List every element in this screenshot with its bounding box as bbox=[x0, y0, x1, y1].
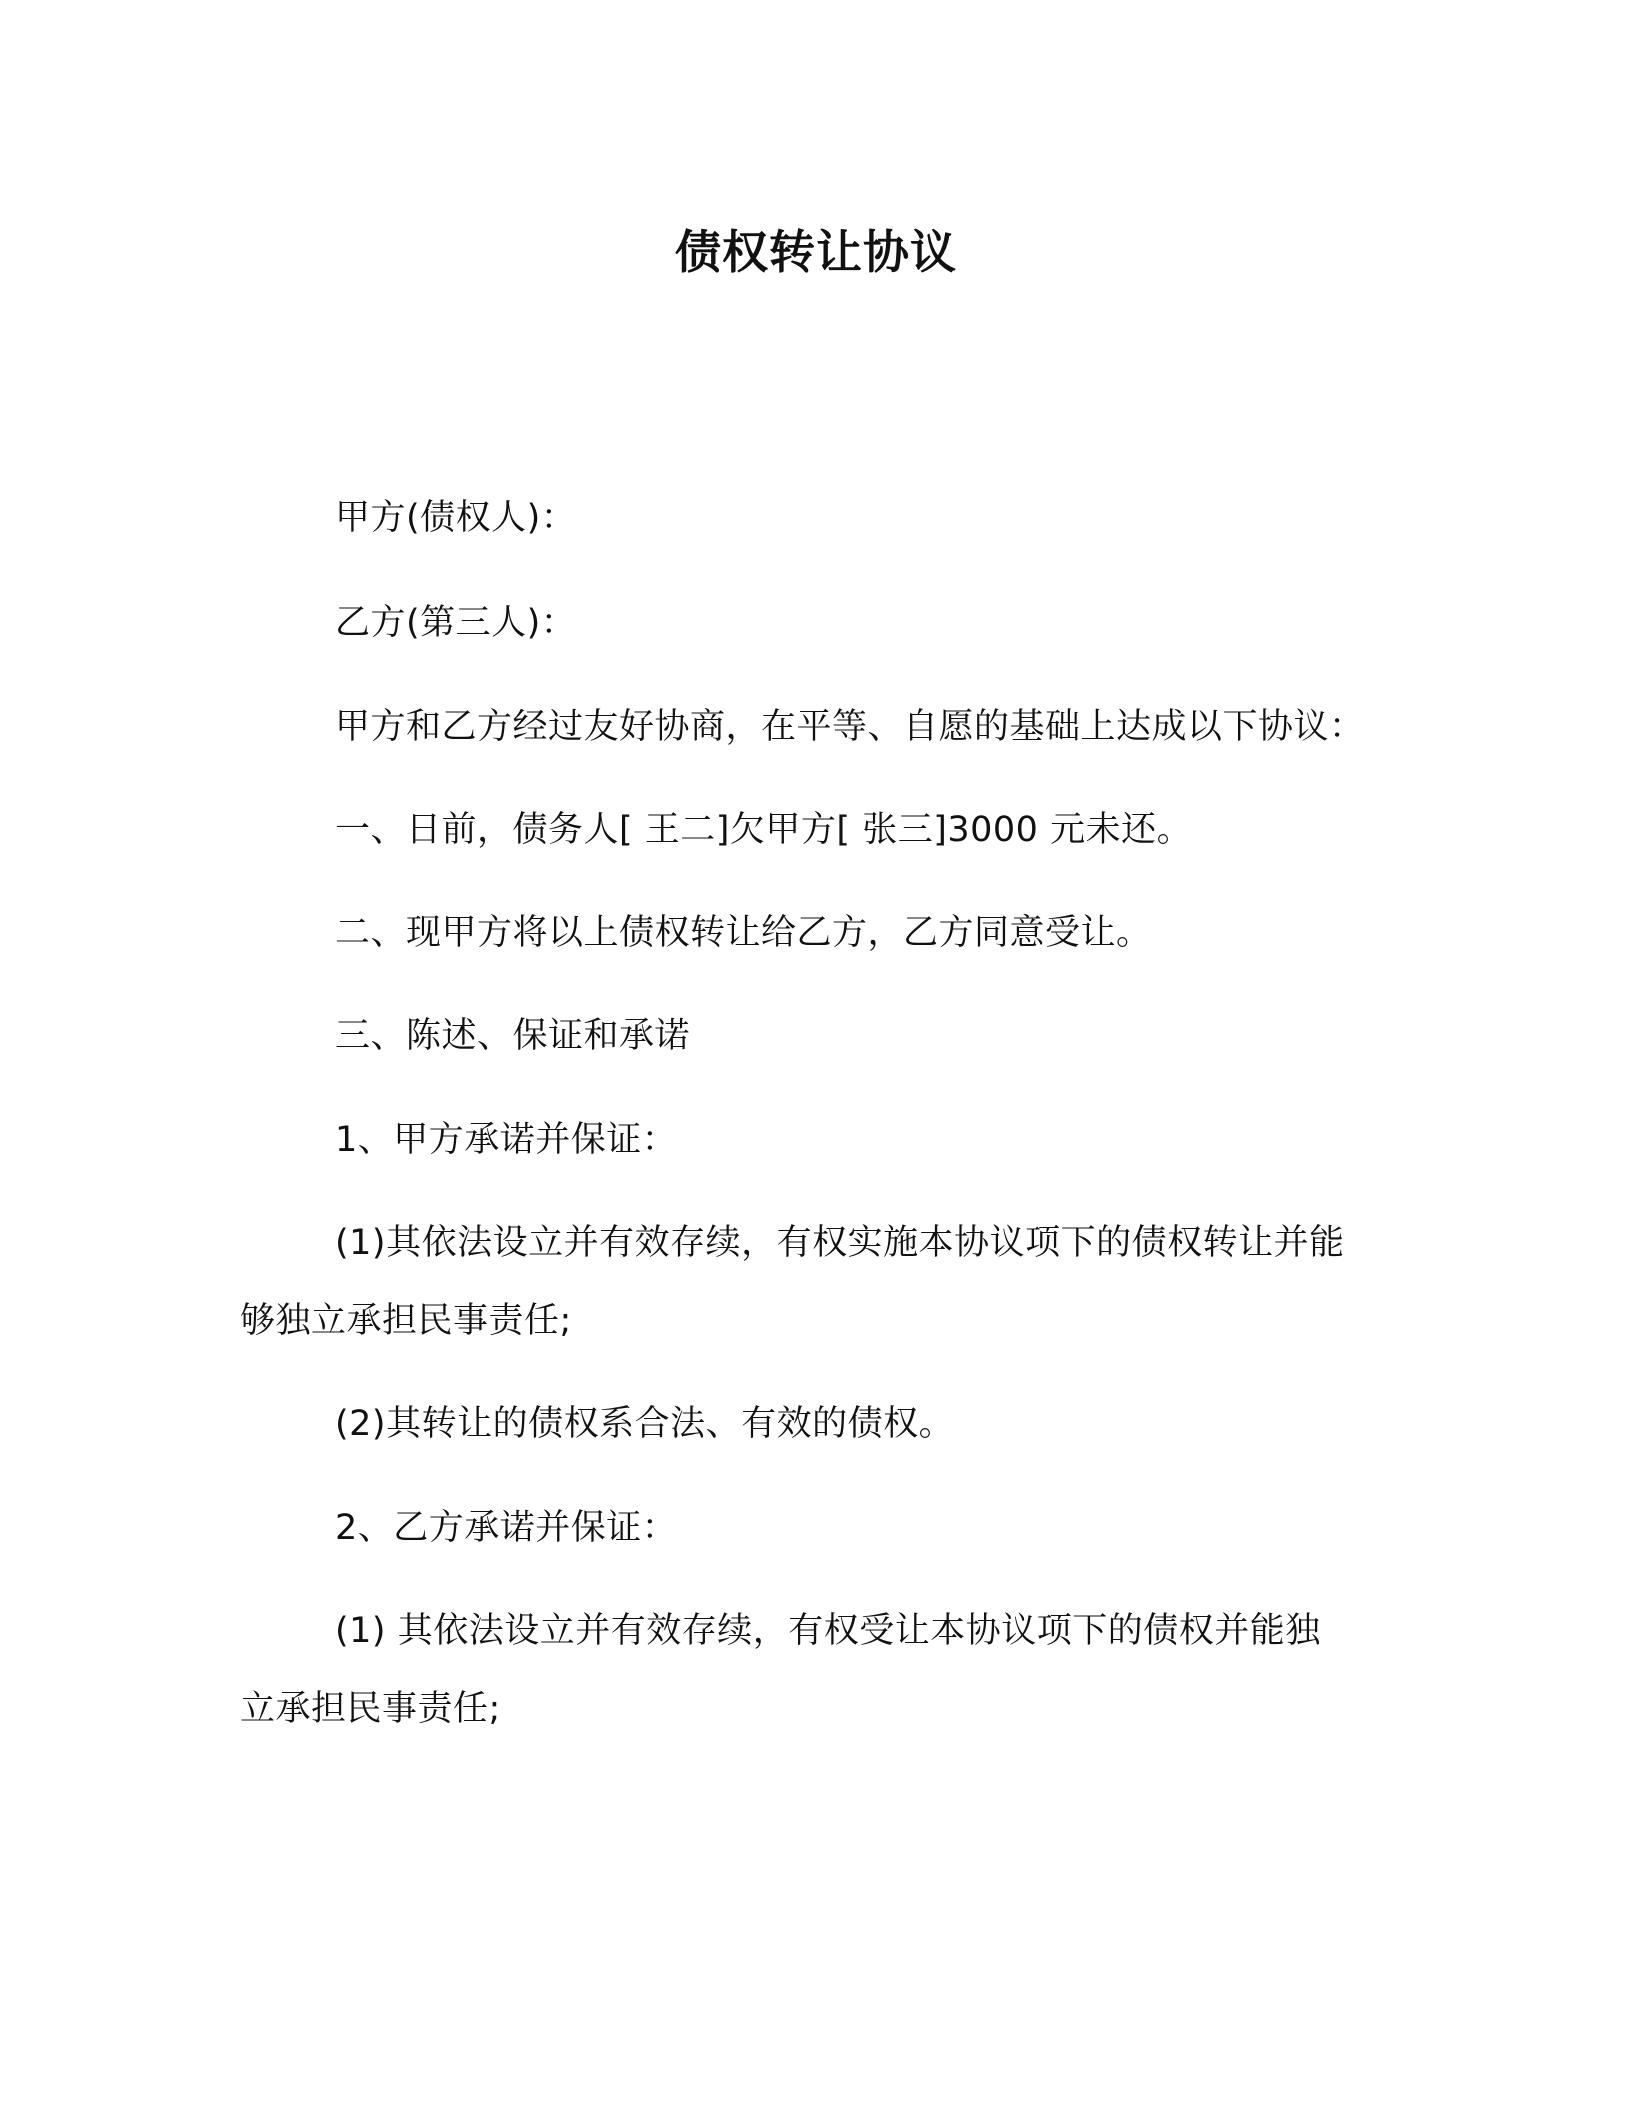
document-title: 债权转让协议 bbox=[675, 225, 957, 279]
party-a-commitment-heading: 1、甲方承诺并保证： bbox=[335, 1120, 678, 1160]
party-b-item-1: (1) 其依法设立并有效存续，有权受让本协议项下的债权并能独 bbox=[335, 1611, 1321, 1651]
party-b-item-1-continued: 立承担民事责任; bbox=[240, 1689, 501, 1729]
party-a-item-1-continued: 够独立承担民事责任; bbox=[240, 1301, 572, 1341]
agreement-intro: 甲方和乙方经过友好协商，在平等、自愿的基础上达成以下协议： bbox=[335, 707, 1365, 747]
party-b-line: 乙方(第三人)： bbox=[335, 603, 577, 643]
clause-three-heading: 三、陈述、保证和承诺 bbox=[335, 1016, 691, 1056]
party-b-commitment-heading: 2、乙方承诺并保证： bbox=[335, 1508, 678, 1548]
clause-one: 一、日前，债务人[ 王二]欠甲方[ 张三]3000 元未还。 bbox=[335, 810, 1193, 850]
party-a-item-2: (2)其转让的债权系合法、有效的债权。 bbox=[335, 1404, 955, 1444]
party-a-line: 甲方(债权人)： bbox=[335, 498, 577, 538]
clause-two: 二、现甲方将以上债权转让给乙方，乙方同意受让。 bbox=[335, 913, 1152, 953]
party-a-item-1: (1)其依法设立并有效存续，有权实施本协议项下的债权转让并能 bbox=[335, 1223, 1345, 1263]
